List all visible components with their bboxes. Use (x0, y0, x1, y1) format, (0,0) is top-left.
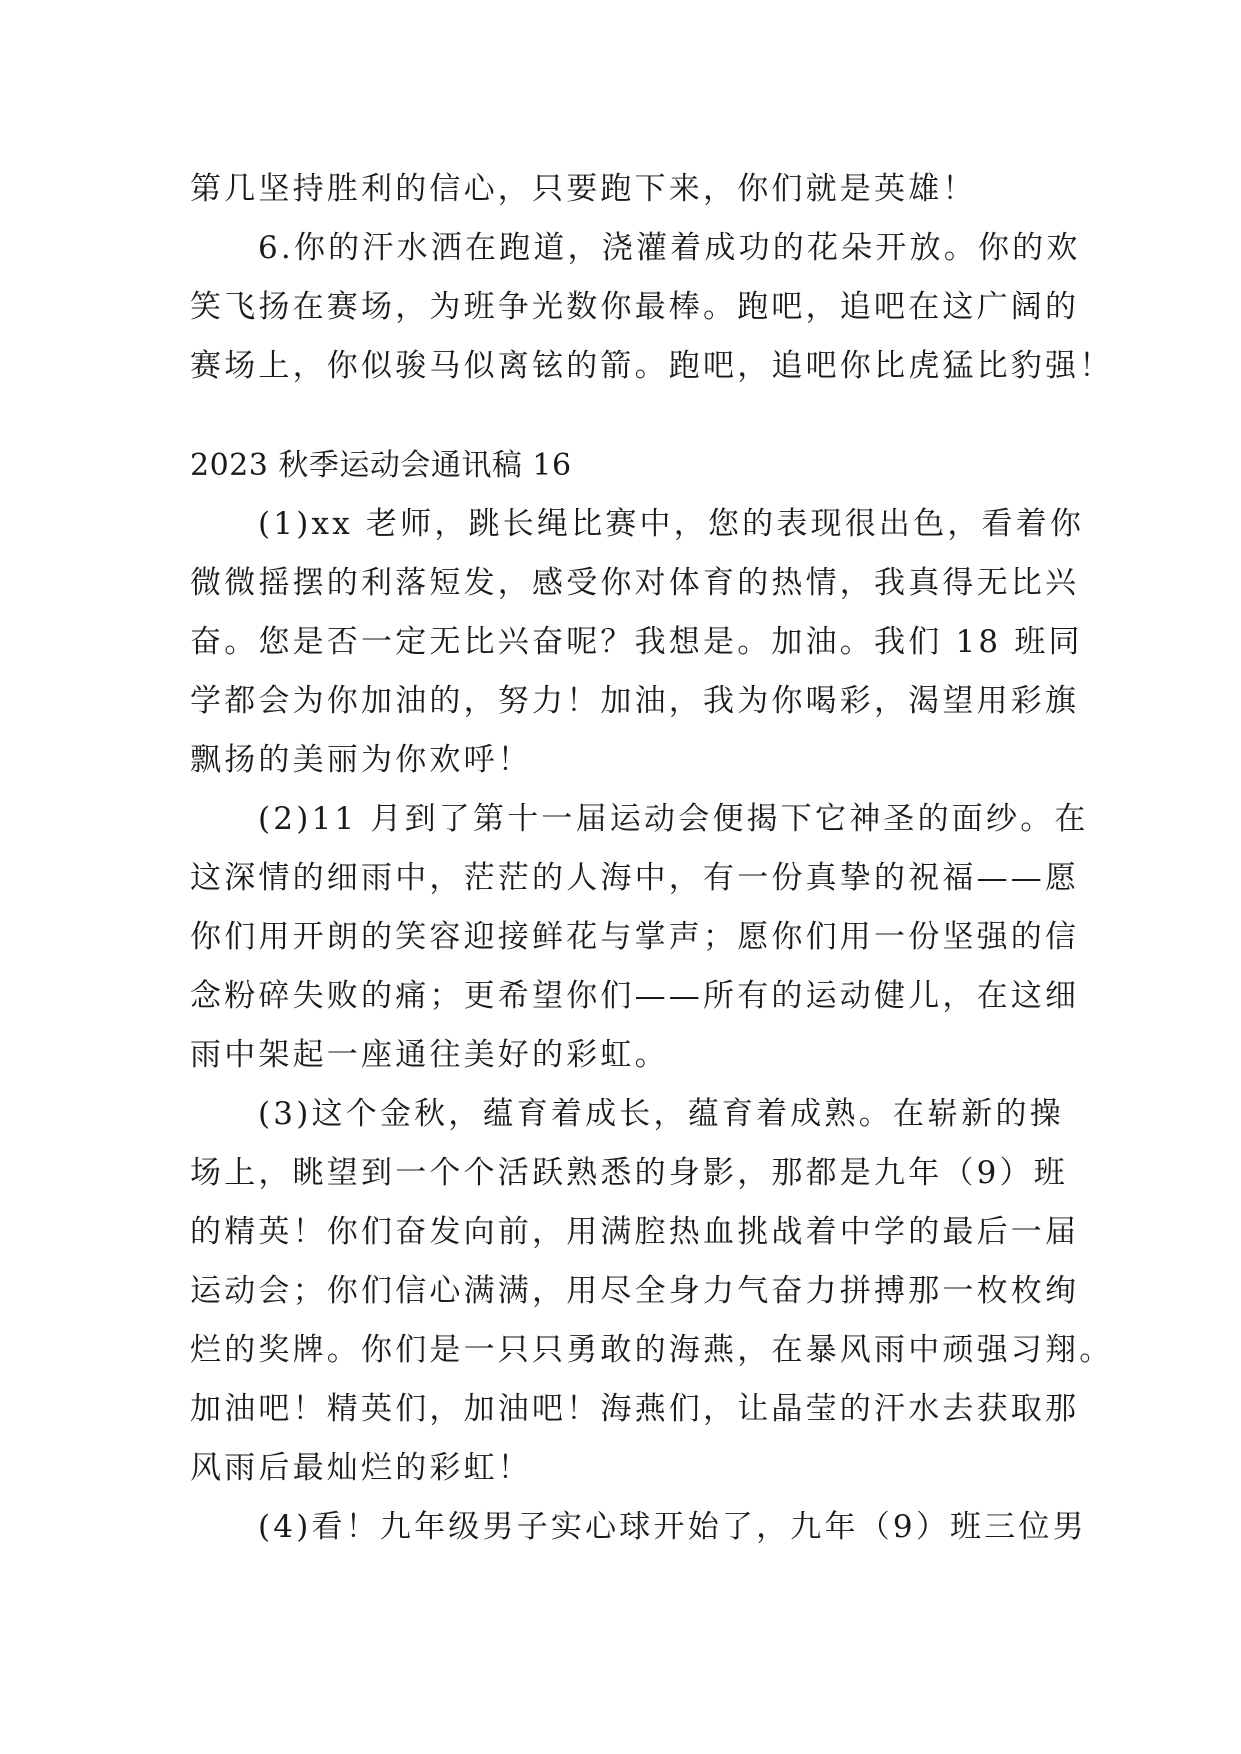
text-line: 飘扬的美丽为你欢呼！ (190, 742, 532, 778)
text-line: 场上，眺望到一个个活跃熟悉的身影，那都是九年（9）班 (190, 1155, 1068, 1191)
text-line: (3)这个金秋，蕴育着成长，蕴育着成熟。在崭新的操 (258, 1096, 1064, 1132)
text-line: (1)xx 老师，跳长绳比赛中，您的表现很出色，看着你 (258, 506, 1085, 542)
section-gap (190, 396, 1052, 436)
text-line: 运动会；你们信心满满，用尽全身力气奋力拼搏那一枚枚绚 (190, 1273, 1080, 1309)
text-line: (4)看！九年级男子实心球开始了，九年（9）班三位男 (258, 1509, 1087, 1545)
section-title: 2023 秋季运动会通讯稿 16 (190, 448, 572, 483)
text-line: 微微摇摆的利落短发，感受你对体育的热情，我真得无比兴 (190, 565, 1080, 601)
text-line: 加油吧！精英们，加油吧！海燕们，让晶莹的汗水去获取那 (190, 1391, 1080, 1427)
text-line: 学都会为你加油的，努力！加油，我为你喝彩，渴望用彩旗 (190, 683, 1080, 719)
text-line: 第几坚持胜利的信心，只要跑下来，你们就是英雄！ (190, 171, 977, 207)
text-line: 这深情的细雨中，茫茫的人海中，有一份真挚的祝福——愿 (190, 860, 1080, 896)
text-line: 念粉碎失败的痛；更希望你们——所有的运动健儿，在这细 (190, 978, 1080, 1014)
document-page (190, 160, 1114, 1557)
text-line: 笑飞扬在赛场，为班争光数你最棒。跑吧，追吧在这广阔的 (190, 289, 1080, 325)
text-line: 的精英！你们奋发向前，用满腔热血挑战着中学的最后一届 (190, 1214, 1080, 1250)
text-line: 赛场上，你似骏马似离铉的箭。跑吧，追吧你比虎猛比豹强！ (190, 348, 1114, 384)
text-line: 奋。您是否一定无比兴奋呢？我想是。加油。我们 18 班同 (190, 624, 1083, 660)
text-line: (2)11 月到了第十一届运动会便揭下它神圣的面纱。在 (258, 801, 1089, 837)
text-line: 风雨后最灿烂的彩虹！ (190, 1450, 532, 1486)
text-line: 你们用开朗的笑容迎接鲜花与掌声；愿你们用一份坚强的信 (190, 919, 1080, 955)
text-line: 6.你的汗水洒在跑道，浇灌着成功的花朵开放。你的欢 (258, 230, 1081, 266)
text-line: 烂的奖牌。你们是一只只勇敢的海燕，在暴风雨中顽强习翔。 (190, 1332, 1114, 1368)
text-line: 雨中架起一座通往美好的彩虹。 (190, 1037, 669, 1073)
